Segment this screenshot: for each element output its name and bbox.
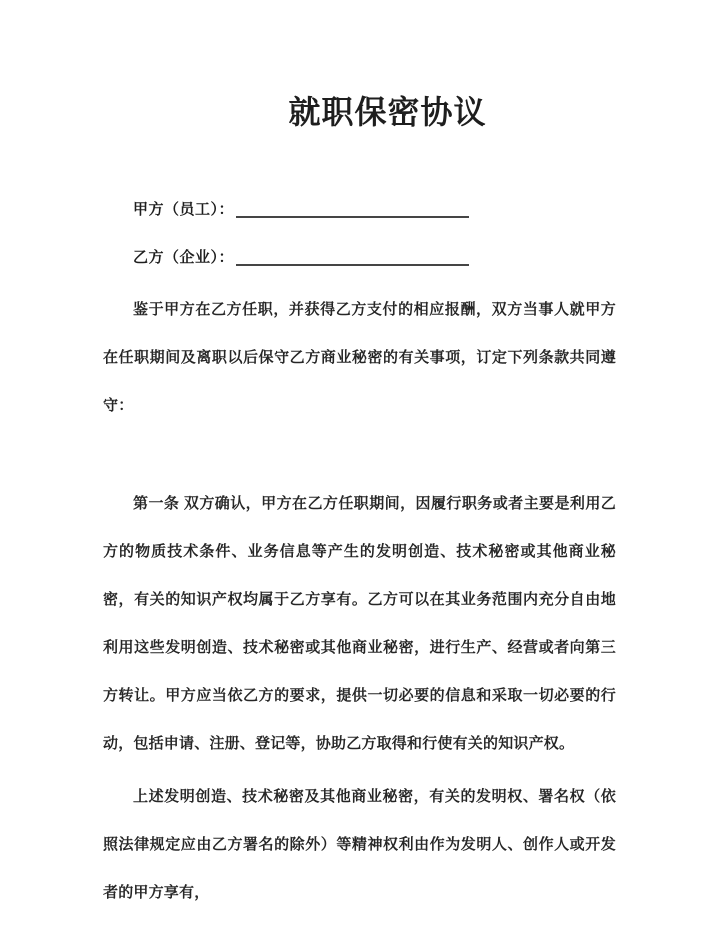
parties-section (103, 186, 616, 282)
article-1-continued-paragraph: 上述发明创造、技术秘密及其他商业秘密，有关的发明权、署名权（依照法律规定应由乙方署名的除外）等精神权利由作为发明人、创作人或开发者的甲方享有， (103, 788, 616, 901)
document-title: 就职保密协议 (288, 94, 487, 130)
preamble-paragraph: 鉴于甲方在乙方任职，并获得乙方支付的相应报酬，双方当事人就甲方在任职期间及离职以后保守乙方商业秘密的有关事项，订定下列条款共同遵守： (103, 301, 616, 414)
party-b-signature-line (236, 246, 469, 266)
party-a-label: 甲方（员工）： (133, 201, 235, 218)
article-1-paragraph: 第一条 双方确认，甲方在乙方任职期间，因履行职务或者主要是利用乙方的物质技术条件、业务信息等产生的发明创造、技术秘密或其他商业秘密，有关的知识产权均属于乙方享有。乙方可以在其业务范围内充分自由地利用这些发明创造、技术秘密或其他商业秘密，进行生产、经营或者向第三方转让。甲方应当依乙方的要求，提供一切必要的信息和采取一切必要的行动，包括申请、注册、登记等，协助乙方取得和行使有关的知识产权。 (103, 495, 616, 752)
party-b-label: 乙方（企业）： (133, 249, 235, 266)
party-b-row (133, 234, 616, 282)
party-a-row (133, 186, 616, 234)
party-a-signature-line (236, 198, 469, 218)
